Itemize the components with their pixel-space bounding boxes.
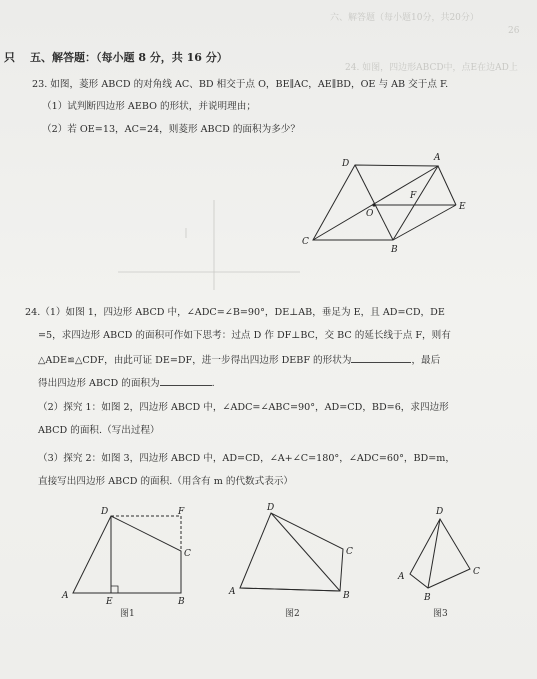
label-c: C xyxy=(302,237,309,247)
q24-part2-line1: （2）探究 1：如图 2，四边形 ABCD 中，∠ADC=∠ABC=90°，AD=CD，BD=6，求四边形 xyxy=(38,402,449,413)
label-f: F xyxy=(410,191,417,201)
q24-part1-line3-text: △ADE≌△CDF，由此可证 DE=DF，进一步得出四边形 DEBF 的形状为 xyxy=(38,355,352,366)
fig1-label-b: B xyxy=(178,597,185,607)
q24-part2-line2: ABCD 的面积.（写出过程） xyxy=(38,425,160,436)
right-angle-e xyxy=(111,586,118,593)
fig1-label-c: C xyxy=(184,549,191,559)
q24-part1-line3-end: ，最后 xyxy=(411,355,441,366)
label-e: E xyxy=(459,202,466,212)
fig1-label-d: D xyxy=(101,507,109,517)
fig2-label-a: A xyxy=(229,587,236,597)
fig1-caption: 图1 xyxy=(120,609,135,619)
fig1-label-e: E xyxy=(106,597,113,607)
diagonal-bd-fig2 xyxy=(271,513,340,591)
label-b: B xyxy=(391,245,398,255)
fig2-label-d: D xyxy=(267,503,275,513)
quad-abcd-fig1 xyxy=(73,516,181,593)
q24-part1-line4-end: . xyxy=(211,378,215,389)
q24-part3-line1: （3）探究 2：如图 3，四边形 ABCD 中，AD=CD，∠A+∠C=180°，∠ADC=60°，BD=m， xyxy=(38,453,455,464)
figure-3 xyxy=(410,519,470,588)
quad-abcd-fig2 xyxy=(240,513,343,591)
section-title: 五、解答题：（每小题 8 分，共 16 分） xyxy=(30,51,228,64)
q23-stem: 23. 如图，菱形 ABCD 的对角线 AC、BD 相交于点 O，BE∥AC，AE∥BD，OE 与 AB 交于点 F. xyxy=(32,79,449,90)
fig1-label-a: A xyxy=(62,591,69,601)
fig3-label-c: C xyxy=(473,567,480,577)
segment-ab-fig2 xyxy=(240,588,340,591)
figure-2 xyxy=(240,513,343,591)
fig3-label-a: A xyxy=(398,572,405,582)
ghost-corner: 26 xyxy=(508,26,520,36)
fig2-caption: 图2 xyxy=(285,609,300,619)
margin-mark: 只 xyxy=(4,51,15,64)
ghost-heading: 六、解答题（每小题10分，共20分） xyxy=(330,13,479,23)
fig1-label-f: F xyxy=(178,507,185,517)
label-d: D xyxy=(342,159,350,169)
quad-abcd-fig3 xyxy=(410,519,470,588)
fig3-label-b: B xyxy=(424,593,431,603)
figure-1 xyxy=(73,516,181,593)
q24-part1-line1: 24.（1）如图 1，四边形 ABCD 中，∠ADC=∠B=90°，DE⊥AB，垂足为 E，且 AD=CD，DE xyxy=(25,307,445,318)
ghost-line: 24. 如图，四边形ABCD中，点E在边AD上 xyxy=(345,63,518,73)
fig3-label-d: D xyxy=(436,507,444,517)
fig2-label-c: C xyxy=(346,547,353,557)
q24-part1-line2: =5，求四边形 ABCD 的面积可作如下思考：过点 D 作 DF⊥BC，交 BC 的延长线于点 F，则有 xyxy=(38,330,451,341)
q23-part1: （1）试判断四边形 AEBO 的形状，并说明理由； xyxy=(42,101,256,112)
q23-part2: （2）若 OE=13，AC=24，则菱形 ABCD 的面积为多少？ xyxy=(42,124,300,135)
q24-part3-line2: 直接写出四边形 ABCD 的面积.（用含有 m 的代数式表示） xyxy=(38,476,294,487)
label-a: A xyxy=(434,153,441,163)
q24-part1-line4-text: 得出四边形 ABCD 的面积为 xyxy=(38,378,160,389)
fig3-caption: 图3 xyxy=(433,609,448,619)
fig2-label-b: B xyxy=(343,591,350,601)
label-o: O xyxy=(366,209,374,219)
